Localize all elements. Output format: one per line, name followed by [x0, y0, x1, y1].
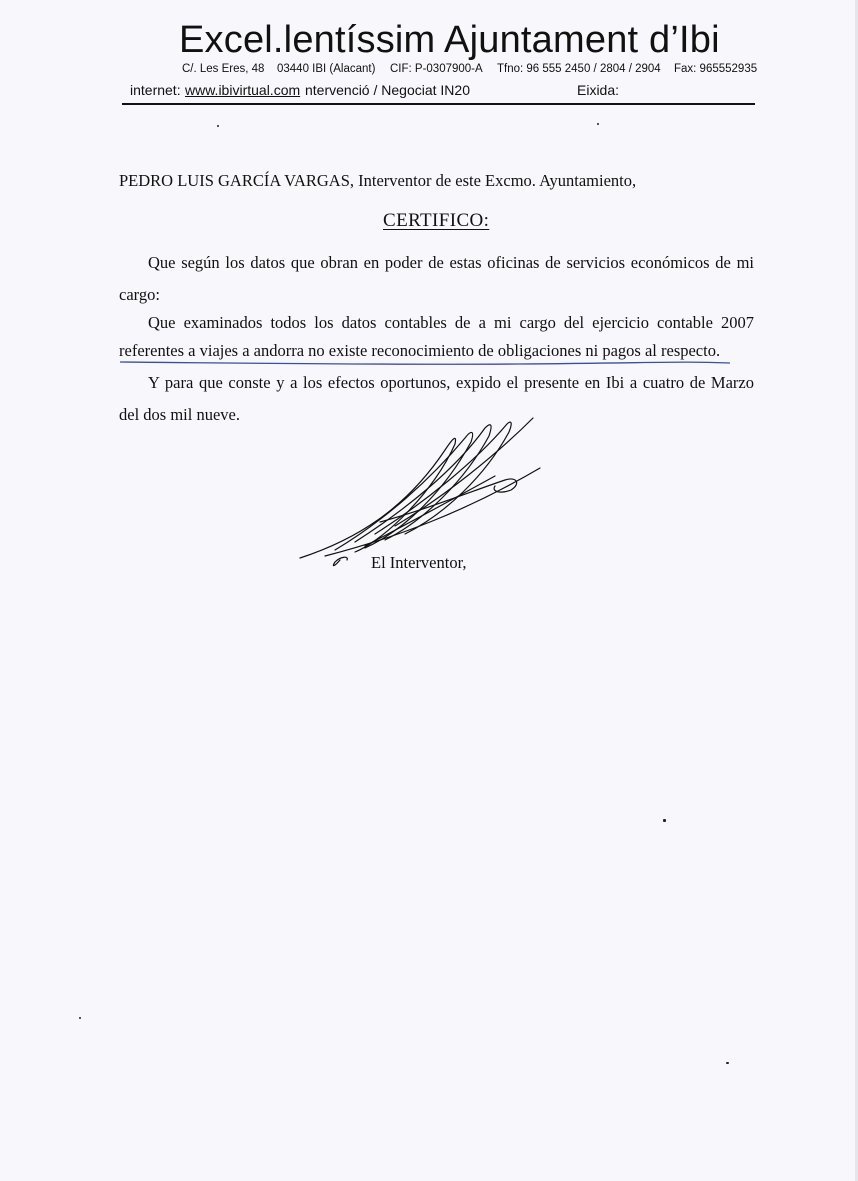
paragraph-3-line-1: Y para que conste y a los efectos oportunos, expido el presente en Ibi a cuatro de Marzo [148, 373, 754, 392]
letterhead-title: Excel.lentíssim Ajuntament d’Ibi [179, 19, 720, 61]
pen-underline [118, 358, 738, 368]
department-ref: ntervenció / Negociat IN20 [305, 82, 470, 98]
exit-label: Eixida: [577, 82, 620, 98]
letterhead-fax: Fax: 965552935 [674, 63, 758, 75]
signature-caption: El Interventor, [371, 553, 467, 572]
handwritten-signature [295, 410, 555, 575]
intro-line: PEDRO LUIS GARCÍA VARGAS, Interventor de este Excmo. Ayuntamiento, [119, 171, 637, 190]
letterhead-postal: 03440 IBI (Alacant) [277, 63, 376, 75]
paragraph-1-line-2: cargo: [119, 285, 160, 304]
letterhead-rule [122, 103, 755, 105]
paragraph-2-line-2: referentes a viajes a andorra no existe reconocimiento de obligaciones ni pagos al respecto. [119, 341, 721, 360]
certifico-heading: CERTIFICO: [383, 210, 490, 231]
scan-speck [663, 819, 666, 822]
letterhead-cif: CIF: P-0307900-A [390, 63, 483, 75]
scan-speck [597, 123, 599, 125]
web-link[interactable]: www.ibivirtual.com [185, 82, 301, 98]
paragraph-1-line-1: Que según los datos que obran en poder de estas oficinas de servicios económicos de mi [148, 253, 754, 272]
letterhead-phone: Tfno: 96 555 2450 / 2804 / 2904 [497, 63, 661, 75]
paragraph-3-line-2: del dos mil nueve. [119, 405, 240, 424]
paragraph-2-line-1: Que examinados todos los datos contables de a mi cargo del ejercicio contable 2007 [148, 313, 754, 332]
scan-speck [217, 125, 219, 127]
scan-speck [726, 1062, 729, 1064]
scan-speck [79, 1017, 81, 1019]
letterhead-address: C/. Les Eres, 48 [182, 63, 265, 75]
web-label: internet: [130, 82, 181, 98]
